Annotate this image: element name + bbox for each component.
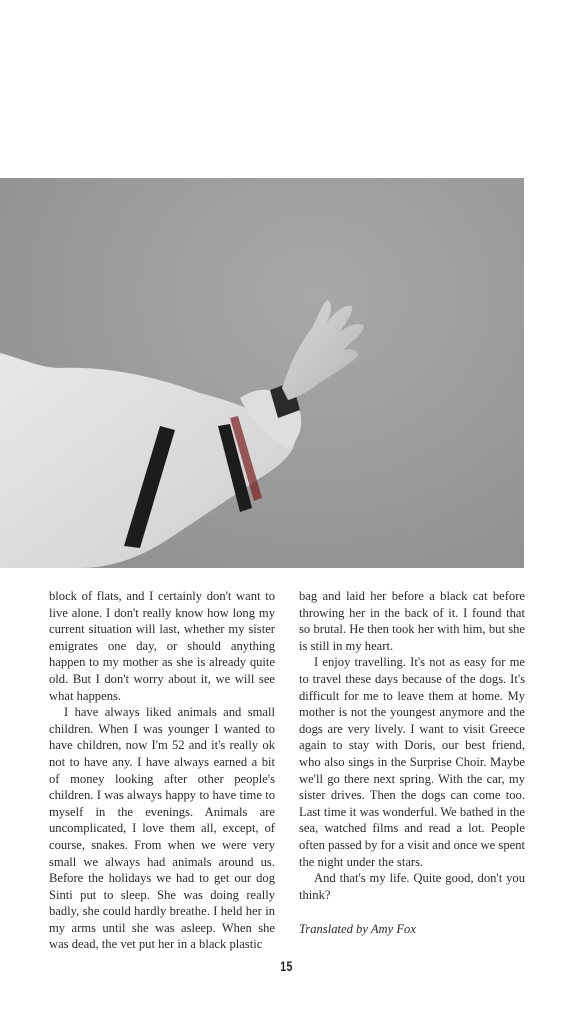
arm-photo-illustration bbox=[0, 178, 524, 568]
page-number: 15 bbox=[280, 958, 293, 974]
text-column-right bbox=[299, 588, 525, 938]
paragraph: And that's my life. Quite good, don't you think? bbox=[299, 871, 525, 902]
paragraph: I have always liked animals and small children. When I was younger I wanted to have children, now I'm 52 and it's really ok not to have any. I have always earned a bit of money looking after other people's children. I was always happy to have time to myself in the evenings. Animals are uncomplicated, I love them all, except, of course, snakes. From when we were very small we always had animals around us. Before the holidays we had to get our dog Sinti put to sleep. She was doing really badly, she could hardly breathe. I held her in my arms until she was asleep. When she was dead, the vet put her in a black plastic bbox=[49, 705, 275, 952]
paragraph: I enjoy travelling. It's not as easy for me to travel these days because of the dogs. It's difficult for me to leave them at home. My mother is not the youngest anymore and the dogs are very lively. I want to visit Greece again to stay with Doris, our best friend, who also sings in the Surprise Choir. Maybe we'll go there next spring. With the car, my sister drives. Then the dogs can come too. Last time it was wonderful. We bathed in the sea, watched films and read a lot. People often passed by for a visit and once we spent the night under the stars. bbox=[299, 655, 525, 869]
photo bbox=[0, 178, 524, 568]
translator-credit: Translated by Amy Fox bbox=[299, 922, 416, 937]
paragraph: bag and laid her before a black cat before throwing her in the back of it. I found that so brutal. He then took her with him, but she is still in my heart. bbox=[299, 589, 525, 653]
text-column-left bbox=[49, 588, 275, 953]
paragraph: block of flats, and I certainly don't want to live alone. I don't really know how long my current situation will last, whether my sister emigrates one day, or should anything happen to my mother as she is already quite old. But I don't worry about it, we will see what happens. bbox=[49, 589, 275, 703]
